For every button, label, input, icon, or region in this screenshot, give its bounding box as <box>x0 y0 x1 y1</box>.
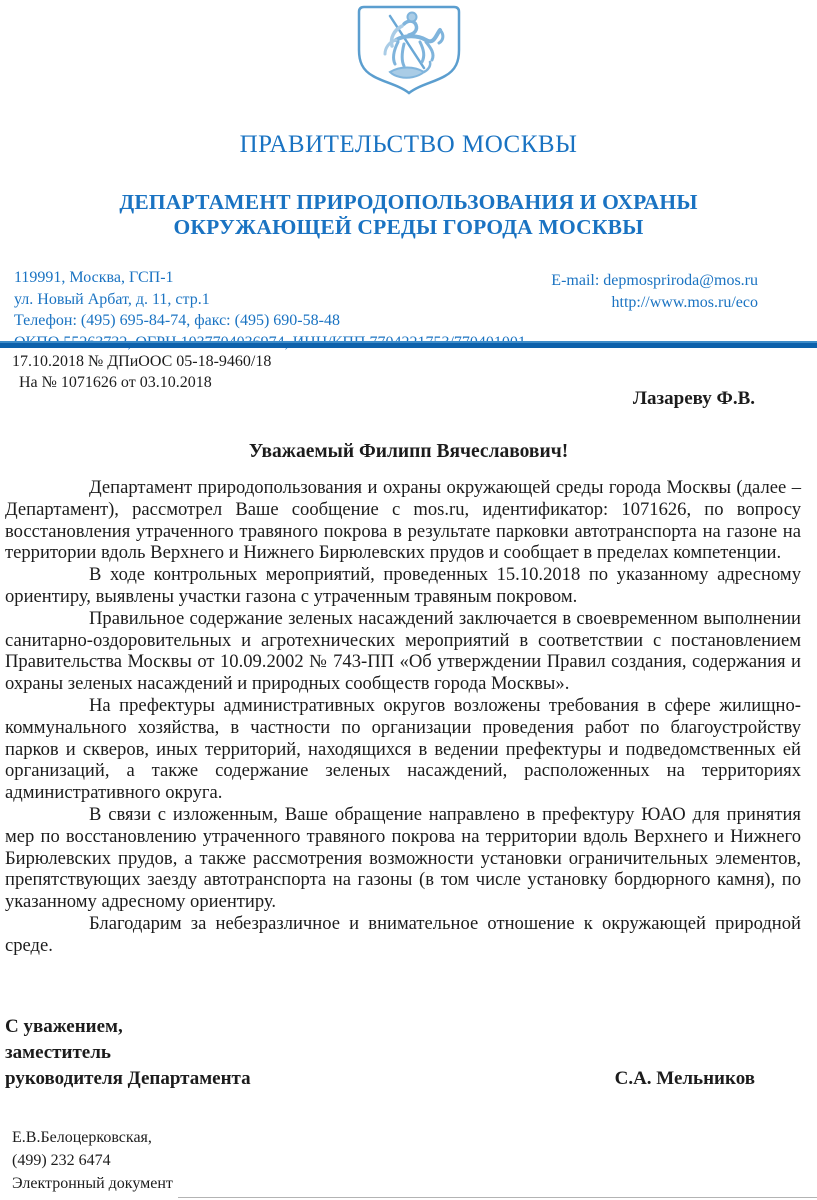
address-line-street: ул. Новый Арбат, д. 11, стр.1 <box>14 290 210 308</box>
document-type-note: Электронный документ <box>12 1175 173 1192</box>
body-paragraph: Департамент природопользования и охраны окружающей среды города Москвы (далее – Департамент), рассмотрел Ваше сообщение с mos.ru, идентификатор: 1071626, по вопросу восстановления утраченного травяного покрова в результате парковки автотранспорта на газоне на территории вдоль Верхнего и Нижнего Бирюлевских прудов и сообщает в пределах компетенции. <box>5 477 801 564</box>
signature-closing: С уважением, <box>5 1016 123 1037</box>
signer-title <box>5 1014 251 1092</box>
signature-block <box>5 1014 755 1092</box>
body-paragraph: В ходе контрольных мероприятий, проведенных 15.10.2018 по указанному адресному ориентиру, выявлены участки газона с утраченным травяным покровом. <box>5 564 801 607</box>
website-line: http://www.mos.ru/eco <box>611 293 758 311</box>
email-line: E-mail: depmospriroda@mos.ru <box>551 272 758 289</box>
government-title: ПРАВИТЕЛЬСТВО МОСКВЫ <box>239 131 578 158</box>
salutation: Уважаемый Филипп Вячеславович! <box>248 441 569 462</box>
address-line-phone: Телефон: (495) 695-84-74, факс: (495) 690-58-48 <box>14 312 340 329</box>
body-paragraph: На префектуры административных округов возложены требования в сфере жилищно-коммунального хозяйства, в частности по организации проведения работ по благоустройству парков и скверов, иных территорий, находящихся в ведении префектуры и подведомственных ей организаций, а также содержание зеленых насаждений, расположенных на территориях административного округа. <box>5 694 801 804</box>
addressee-name: Лазареву Ф.В. <box>632 388 755 409</box>
bottom-cutoff-rule <box>178 1197 817 1198</box>
signer-title-line2: руководителя Департамента <box>5 1068 251 1089</box>
reference-block <box>12 352 271 393</box>
incoming-reference: На № 1071626 от 03.10.2018 <box>19 373 212 391</box>
body-paragraph: Благодарим за небезразличное и внимательное отношение к окружающей природной среде. <box>5 912 801 956</box>
department-contacts-block <box>551 270 758 313</box>
executor-phone: (499) 232 6474 <box>12 1152 111 1169</box>
signer-title-line1: заместитель <box>5 1042 111 1063</box>
body-paragraph: Правильное содержание зеленых насаждений заключается в своевременном выполнении санитарно-оздоровительных и агротехнических мероприятий в соответствии с постановлением Правительства Москвы от 10.09.2002 № 743-ПП «Об утверждении Правил создания, содержания и охраны зеленых насаждений и природных сообществ города Москвы». <box>5 607 801 695</box>
letter-body <box>5 477 801 957</box>
moscow-coat-of-arms-icon <box>352 2 466 97</box>
letterhead-divider <box>0 341 817 348</box>
executor-block <box>12 1126 173 1195</box>
department-title: ДЕПАРТАМЕНТ ПРИРОДОПОЛЬЗОВАНИЯ И ОХРАНЫ ОКРУЖАЮЩЕЙ СРЕДЫ ГОРОДА МОСКВЫ <box>119 190 698 239</box>
outgoing-reference: 17.10.2018 № ДПиООС 05-18-9460/18 <box>12 353 272 370</box>
body-paragraph: В связи с изложенным, Ваше обращение направлено в префектуру ЮАО для принятия мер по восстановлению утраченного травяного покрова на территории вдоль Верхнего и Нижнего Бирюлевских прудов, а также рассмотрения возможности установки ограничительных элементов, препятствующих заезду автотранспорта на газоны (в том числе установку бордюрного камня), по указанному адресному ориентиру. <box>5 803 801 913</box>
address-line-postal: 119991, Москва, ГСП-1 <box>14 269 174 286</box>
executor-name: Е.В.Белоцерковская, <box>12 1129 152 1146</box>
signer-name: С.А. Мельников <box>614 1068 755 1089</box>
